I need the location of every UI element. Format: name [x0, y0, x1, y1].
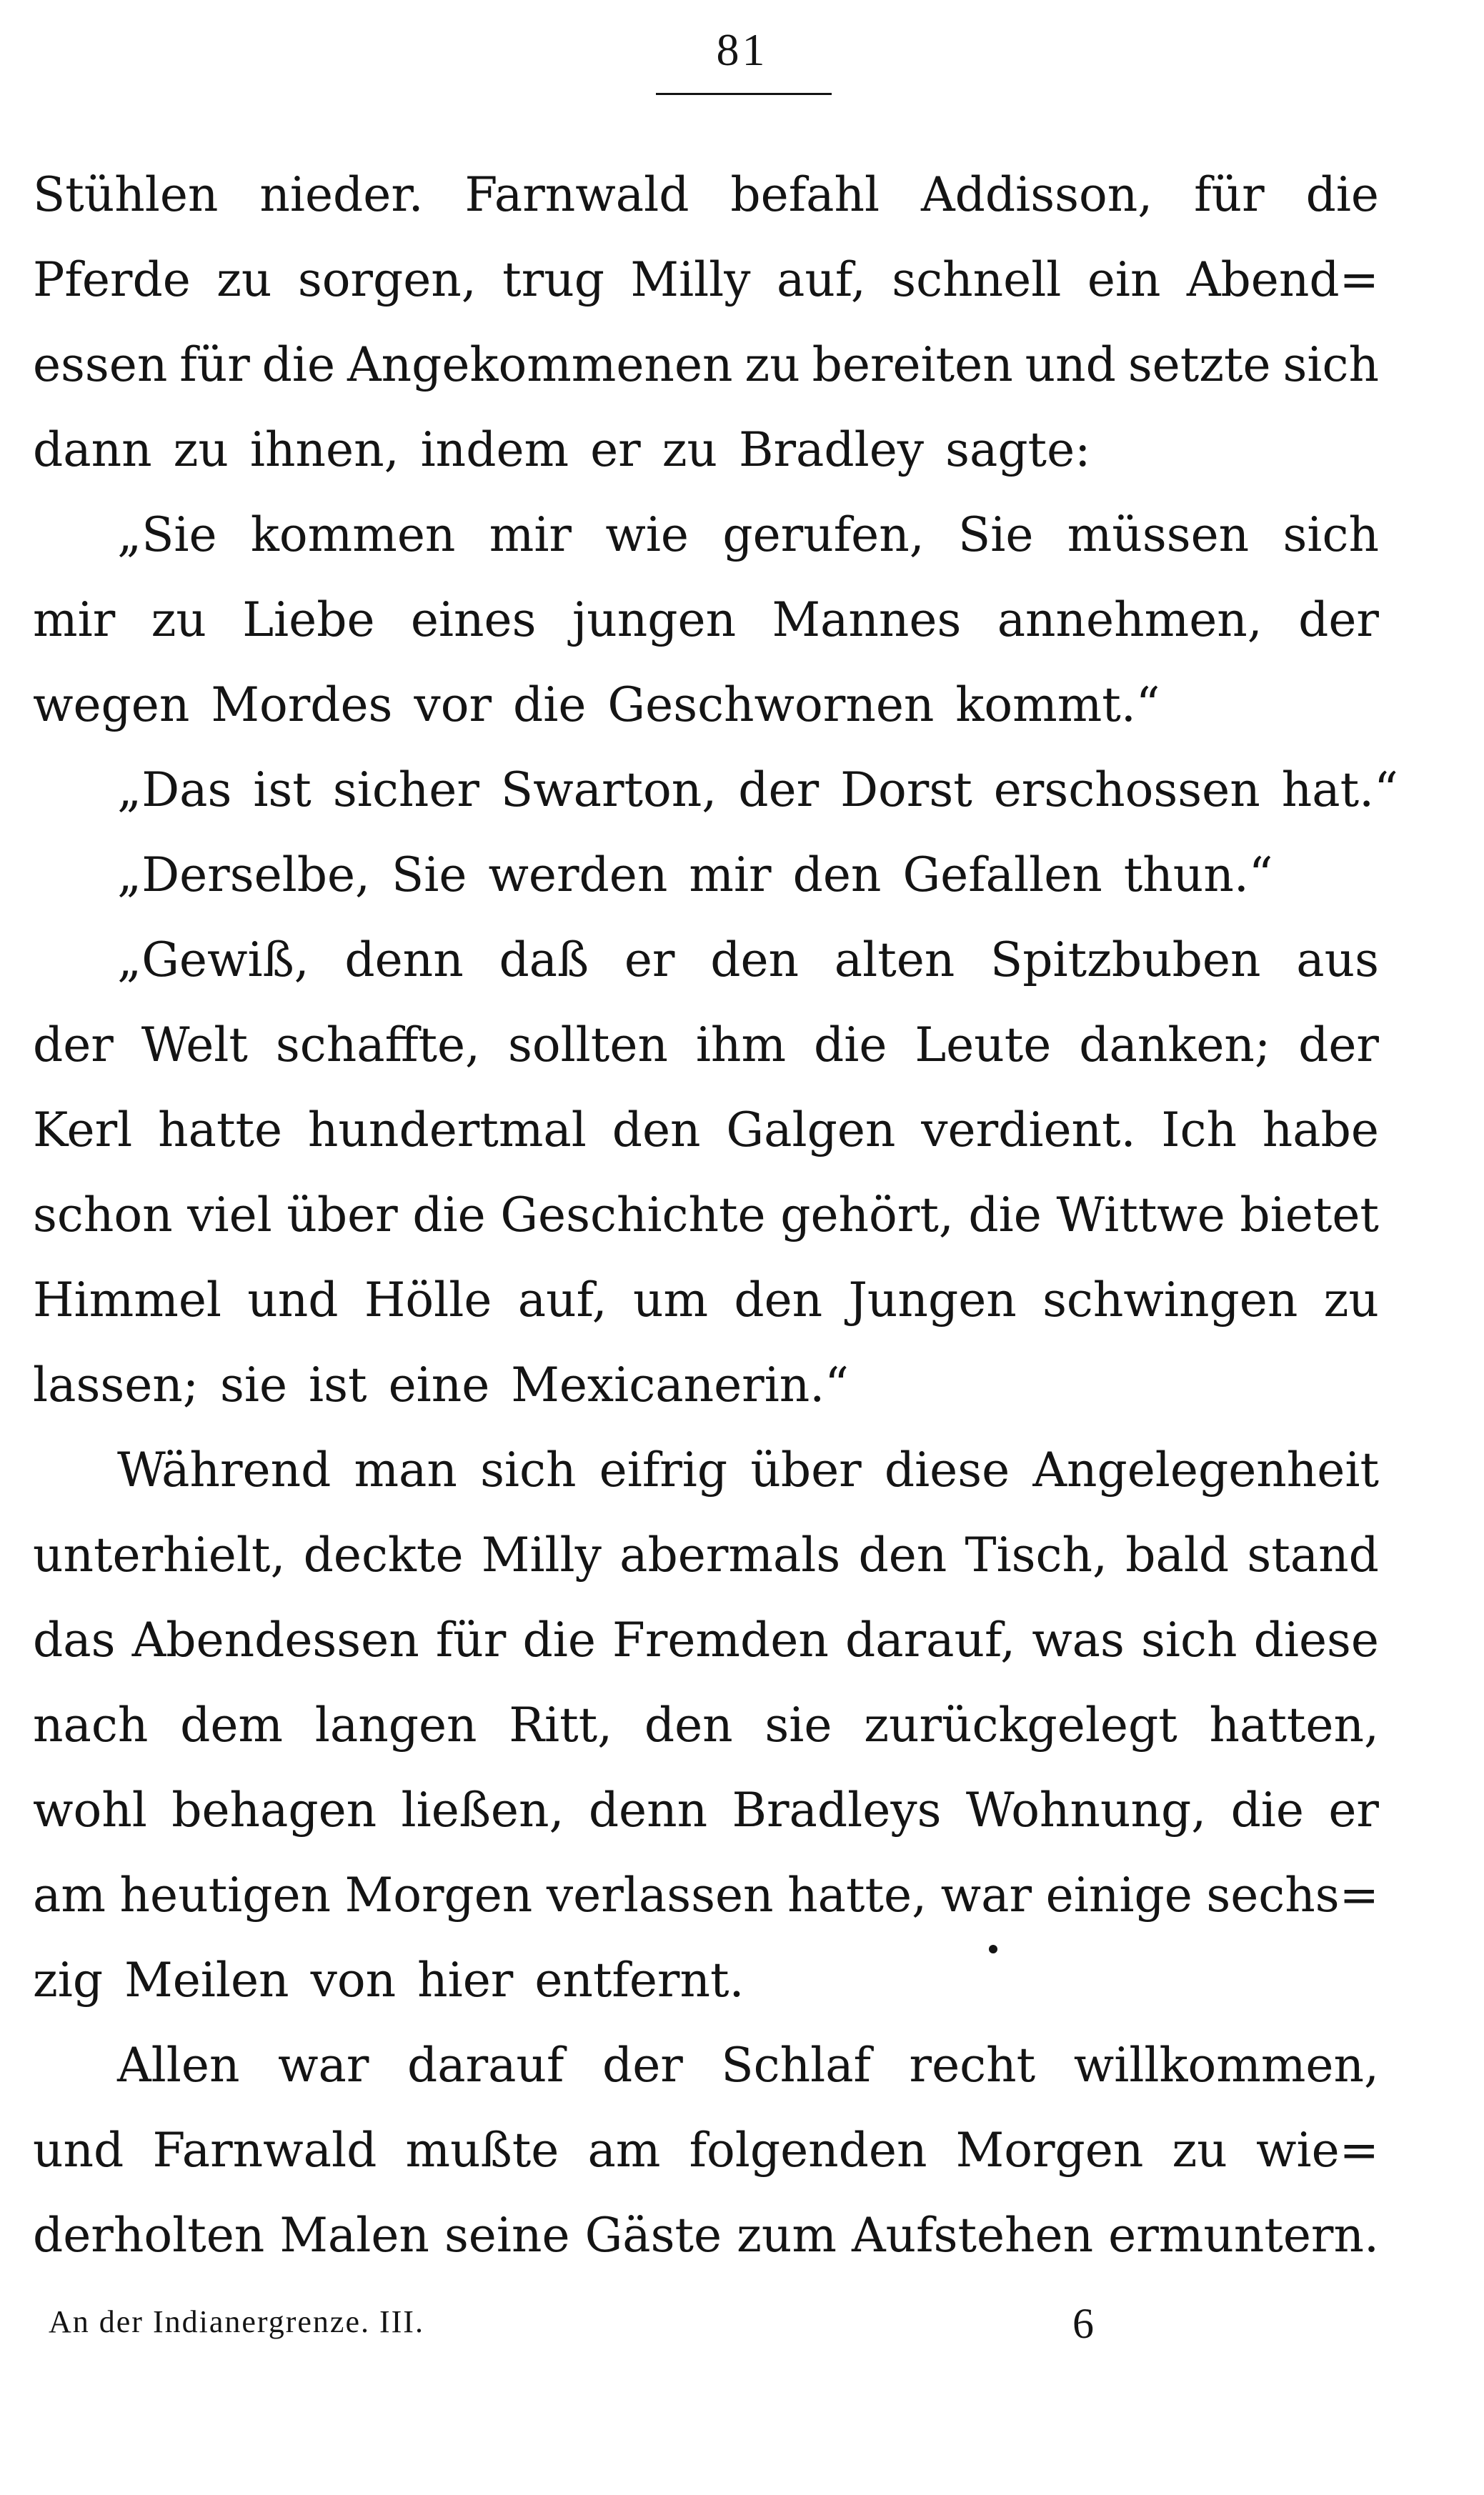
- word: mir: [689, 847, 772, 902]
- word: Addisson,: [921, 167, 1153, 222]
- word: Geschichte: [500, 1187, 766, 1242]
- text-line: [33, 758, 1398, 843]
- word: habe: [1262, 1102, 1379, 1157]
- word: Allen: [117, 2038, 240, 2093]
- word: schnell: [892, 252, 1062, 307]
- word: zu: [216, 252, 272, 307]
- word: Farnwald: [152, 2123, 377, 2178]
- word: danken;: [1079, 1017, 1271, 1072]
- word: abermals: [619, 1528, 841, 1583]
- word: die: [412, 1187, 486, 1242]
- word: viel: [187, 1187, 272, 1242]
- word: seine: [444, 2208, 570, 2263]
- word: am: [33, 1868, 106, 1923]
- word: über: [750, 1443, 862, 1498]
- word: hatte,: [787, 1868, 927, 1923]
- word: für: [1194, 167, 1265, 222]
- word: den: [612, 1102, 701, 1157]
- word: Mordes: [211, 677, 393, 732]
- text-line: [33, 1013, 1379, 1098]
- word: hier: [417, 1953, 514, 2008]
- word: Während: [117, 1443, 332, 1498]
- word: indem: [420, 422, 569, 477]
- text-line: [33, 2203, 1379, 2289]
- word: sagte:: [945, 422, 1091, 477]
- word: Wohnung,: [965, 1783, 1207, 1838]
- word: derholten: [33, 2208, 265, 2263]
- word: nach: [33, 1698, 149, 1753]
- word: Welt: [141, 1017, 248, 1072]
- word: Mannes: [772, 592, 962, 647]
- word: einige: [1045, 1868, 1192, 1923]
- word: hat.“: [1281, 762, 1398, 817]
- word: Kerl: [33, 1102, 133, 1157]
- footer-title: An der Indianergrenze. III.: [49, 2304, 424, 2339]
- word: eines: [410, 592, 537, 647]
- header-rule: [656, 93, 832, 95]
- word: Fremden: [612, 1613, 829, 1668]
- word: Abend=: [1186, 252, 1379, 307]
- word: die: [813, 1017, 887, 1072]
- word: Galgen: [726, 1102, 896, 1157]
- word: verlassen: [546, 1868, 774, 1923]
- text-line: [33, 418, 1379, 503]
- word: erschossen: [993, 762, 1260, 817]
- word: müssen: [1067, 507, 1250, 562]
- word: diese: [884, 1443, 1010, 1498]
- word: Geschwornen: [607, 677, 935, 732]
- word: Himmel: [33, 1273, 221, 1328]
- word: was: [1032, 1613, 1125, 1668]
- word: den: [710, 932, 800, 987]
- word: ermuntern.: [1108, 2208, 1379, 2263]
- word: den: [734, 1273, 823, 1328]
- word: Sie: [958, 507, 1034, 562]
- text-line: [33, 843, 1379, 928]
- word: dem: [180, 1698, 283, 1753]
- text-line: [33, 1948, 1379, 2033]
- text-line: [33, 1098, 1379, 1183]
- word: zurückgelegt: [864, 1698, 1177, 1753]
- text-line: [33, 928, 1379, 1013]
- word: bereiten: [812, 337, 1013, 392]
- word: recht: [909, 2038, 1036, 2093]
- word: sicher: [332, 762, 479, 817]
- word: vor: [414, 677, 492, 732]
- word: „Das: [117, 762, 232, 817]
- word: Meilen: [124, 1953, 289, 2008]
- word: schon: [33, 1187, 173, 1242]
- signature-mark: 6: [1072, 2300, 1094, 2347]
- word: Schlaf: [721, 2038, 871, 2093]
- word: Swarton,: [500, 762, 717, 817]
- word: langen: [314, 1698, 477, 1753]
- word: zig: [33, 1953, 104, 2008]
- word: Ritt,: [509, 1698, 613, 1753]
- word: er: [1328, 1783, 1379, 1838]
- word: er: [624, 932, 675, 987]
- word: darauf: [407, 2038, 564, 2093]
- word: Leute: [915, 1017, 1052, 1072]
- word: trug: [502, 252, 604, 307]
- word: wegen: [33, 677, 190, 732]
- word: Morgen: [344, 1868, 533, 1923]
- word: folgenden: [689, 2123, 927, 2178]
- word: der: [1298, 1017, 1379, 1072]
- text-line: [33, 1778, 1379, 1863]
- text-line: [33, 2033, 1379, 2118]
- text-line: [33, 248, 1379, 333]
- text-line: [33, 1183, 1379, 1268]
- word: von: [310, 1953, 397, 2008]
- word: der: [1298, 592, 1379, 647]
- word: daß: [499, 932, 589, 987]
- word: am: [587, 2123, 661, 2178]
- word: ihm: [695, 1017, 787, 1072]
- word: befahl: [730, 167, 880, 222]
- word: und: [1025, 337, 1116, 392]
- word: und: [33, 2123, 124, 2178]
- word: die: [522, 1613, 596, 1668]
- word: zu: [1323, 1273, 1379, 1328]
- text-line: [33, 503, 1379, 588]
- word: ihnen,: [249, 422, 399, 477]
- text-line: [33, 588, 1379, 673]
- word: gehört,: [780, 1187, 954, 1242]
- text-line: [33, 673, 1379, 758]
- word: sich: [480, 1443, 577, 1498]
- word: stand: [1247, 1528, 1379, 1583]
- word: bald: [1125, 1528, 1230, 1583]
- word: Milly: [481, 1528, 602, 1583]
- word: Liebe: [242, 592, 375, 647]
- word: verdient.: [921, 1102, 1136, 1157]
- ink-speck: [989, 1945, 997, 1953]
- word: deckte: [303, 1528, 464, 1583]
- page-number: 81: [716, 24, 768, 75]
- word: die: [262, 337, 336, 392]
- word: zu: [662, 422, 717, 477]
- word: Malen: [279, 2208, 429, 2263]
- word: Angekommenen: [347, 337, 733, 392]
- word: ist: [253, 762, 312, 817]
- word: dann: [33, 422, 152, 477]
- word: über: [287, 1187, 398, 1242]
- word: Angelegenheit: [1032, 1443, 1379, 1498]
- word: sich: [1283, 507, 1379, 562]
- word: Spitzbuben: [990, 932, 1261, 987]
- word: er: [590, 422, 641, 477]
- word: Sie: [392, 847, 467, 902]
- word: Morgen: [955, 2123, 1144, 2178]
- word: den: [792, 847, 882, 902]
- word: für: [435, 1613, 507, 1668]
- word: ein: [1087, 252, 1161, 307]
- word: mir: [489, 507, 572, 562]
- word: sich: [1283, 337, 1379, 392]
- word: „Gewiß,: [117, 932, 309, 987]
- word: Mexicanerin.“: [511, 1358, 850, 1413]
- word: den: [644, 1698, 733, 1753]
- word: Tisch,: [965, 1528, 1107, 1583]
- text-line: [33, 1863, 1379, 1948]
- word: der: [602, 2038, 683, 2093]
- word: sich: [1141, 1613, 1238, 1668]
- word: Gäste: [584, 2208, 722, 2263]
- word: sie: [220, 1358, 288, 1413]
- word: unterhielt,: [33, 1528, 286, 1583]
- text-line: [33, 1523, 1379, 1608]
- body-text: [33, 163, 1398, 2289]
- word: Abendessen: [131, 1613, 419, 1668]
- word: hatten,: [1209, 1698, 1379, 1753]
- word: die: [968, 1187, 1042, 1242]
- word: sollten: [507, 1017, 668, 1072]
- word: werden: [488, 847, 668, 902]
- word: mir: [33, 592, 116, 647]
- word: schaffte,: [275, 1017, 481, 1072]
- word: hundertmal: [307, 1102, 587, 1157]
- text-line: [33, 1608, 1379, 1693]
- word: der: [33, 1017, 114, 1072]
- word: jungen: [572, 592, 737, 647]
- word: setzte: [1127, 337, 1271, 392]
- word: eine: [388, 1358, 490, 1413]
- word: um: [632, 1273, 709, 1328]
- word: essen: [33, 337, 168, 392]
- word: heutigen: [119, 1868, 332, 1923]
- word: Bradley: [738, 422, 925, 477]
- word: wie: [605, 507, 689, 562]
- word: und: [247, 1273, 339, 1328]
- word: willkommen,: [1073, 2038, 1379, 2093]
- word: zu: [1172, 2123, 1227, 2178]
- text-line: [33, 1438, 1379, 1523]
- word: sechs=: [1206, 1868, 1379, 1923]
- word: aus: [1296, 932, 1379, 987]
- word: der: [738, 762, 820, 817]
- word: Aufstehen: [852, 2208, 1094, 2263]
- word: nieder.: [259, 167, 424, 222]
- word: wohl: [33, 1783, 147, 1838]
- text-line: [33, 333, 1379, 418]
- word: Gefallen: [902, 847, 1102, 902]
- word: für: [179, 337, 250, 392]
- word: die: [1305, 167, 1379, 222]
- word: diese: [1253, 1613, 1379, 1668]
- word: annehmen,: [997, 592, 1263, 647]
- word: zu: [745, 337, 800, 392]
- word: Milly: [630, 252, 751, 307]
- word: war: [940, 1868, 1032, 1923]
- word: darauf,: [845, 1613, 1016, 1668]
- word: auf,: [776, 252, 866, 307]
- word: Stühlen: [33, 167, 219, 222]
- word: mußte: [405, 2123, 559, 2178]
- word: man: [354, 1443, 457, 1498]
- word: denn: [344, 932, 464, 987]
- text-line: [33, 2118, 1379, 2203]
- word: das: [33, 1613, 116, 1668]
- word: kommen: [250, 507, 456, 562]
- word: alten: [834, 932, 955, 987]
- word: zu: [151, 592, 206, 647]
- word: Ich: [1161, 1102, 1237, 1157]
- word: Hölle: [364, 1273, 492, 1328]
- word: eifrig: [599, 1443, 728, 1498]
- text-line: [33, 1693, 1379, 1778]
- word: sie: [765, 1698, 832, 1753]
- word: zu: [173, 422, 229, 477]
- word: Bradleys: [732, 1783, 942, 1838]
- word: die: [1230, 1783, 1304, 1838]
- text-line: [33, 1268, 1379, 1353]
- word: Dorst: [840, 762, 972, 817]
- word: auf,: [517, 1273, 607, 1328]
- word: Pferde: [33, 252, 191, 307]
- word: lassen;: [33, 1358, 199, 1413]
- word: kommt.“: [955, 677, 1160, 732]
- word: Farnwald: [464, 167, 689, 222]
- text-line: [33, 163, 1379, 248]
- word: bietet: [1240, 1187, 1379, 1242]
- word: „Sie: [117, 507, 217, 562]
- word: Wittwe: [1056, 1187, 1225, 1242]
- word: sorgen,: [297, 252, 477, 307]
- word: ist: [309, 1358, 367, 1413]
- text-line: [33, 1353, 1379, 1438]
- word: ließen,: [401, 1783, 564, 1838]
- word: thun.“: [1123, 847, 1273, 902]
- word: war: [278, 2038, 369, 2093]
- word: zum: [737, 2208, 837, 2263]
- word: gerufen,: [722, 507, 925, 562]
- word: die: [513, 677, 587, 732]
- word: Jungen: [848, 1273, 1017, 1328]
- word: behagen: [171, 1783, 377, 1838]
- word: den: [858, 1528, 947, 1583]
- word: „Derselbe,: [117, 847, 371, 902]
- word: wie=: [1255, 2123, 1379, 2178]
- word: schwingen: [1042, 1273, 1298, 1328]
- word: entfernt.: [534, 1953, 745, 2008]
- word: hatte: [158, 1102, 283, 1157]
- word: denn: [588, 1783, 708, 1838]
